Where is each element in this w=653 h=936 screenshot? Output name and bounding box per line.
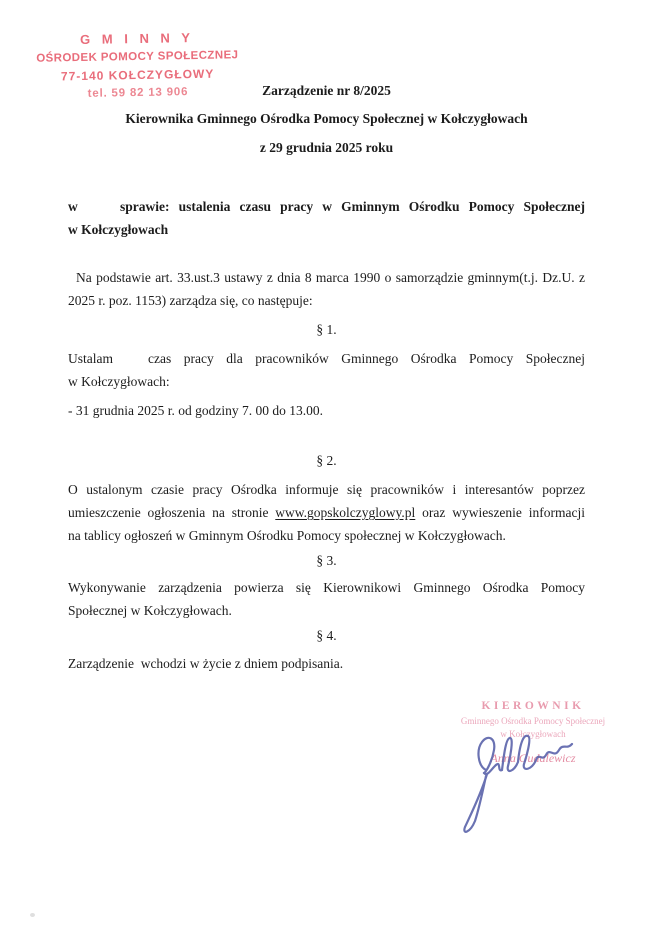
legal-basis-paragraph [68,266,585,312]
section-1-paragraph [68,347,585,393]
section-1-text: czas pracy dla pracowników Gminnego Ośrodka Pomocy Społecznej [148,351,585,366]
section-2-line-2 [68,501,585,524]
section-2-mark: § 2. [316,453,337,468]
section-2-line-2-before: umieszczenie ogłoszenia na stronie [68,505,269,520]
stamp-role-title: KIEROWNIK [481,700,585,712]
document-title: Zarządzenie nr 8/2025 [262,83,391,98]
stamp-phone: tel. 59 82 13 906 [87,86,189,100]
section-2-line-3: na tablicy ogłoszeń w Gminnym Ośrodku Pomocy społecznej w Kołczygłowach. [68,528,506,543]
document-date: z 29 grudnia 2025 roku [259,140,394,155]
section-2-line-2-after: oraz wywieszenie informacji [422,505,585,520]
subject-line-2: w Kołczygłowach [68,222,169,237]
subject-label: w [68,199,78,214]
section-1-list-item: - 31 grudnia 2025 r. od godziny 7. 00 do 13.00. [68,403,323,418]
subject-paragraph [68,195,585,241]
stamp-address: 77-140 KOŁCZYGŁOWY [60,66,215,84]
section-3-line-1: Wykonywanie zarządzenia powierza się Kierownikowi Gminnego Ośrodka Pomocy [68,580,585,595]
section-4-mark: § 4. [316,628,337,643]
section-1-line-2: w Kołczygłowach: [68,374,170,389]
legal-basis-line-2: 2025 r. poz. 1153) zarządza się, co następuje: [68,293,313,308]
section-4-paragraph: Zarządzenie wchodzi w życie z dniem podpisania. [68,656,344,671]
section-1-lead: Ustalam [68,351,113,366]
handwritten-signature [440,700,610,845]
section-2-paragraph [68,478,585,547]
stamp-org-name: G M I N N Y [79,30,195,47]
website-url: www.gopskolczyglowy.pl [275,505,416,520]
section-1-line-1 [68,347,585,370]
section-3-mark: § 3. [316,553,337,568]
document-subtitle: Kierownika Gminnego Ośrodka Pomocy Społecznej w Kołczygłowach [125,111,528,126]
stamp-signer-name: Anna Gudalewicz [490,751,576,765]
section-3-line-2: Społecznej w Kołczygłowach. [68,603,232,618]
section-2-line-1: O ustalonym czasie pracy Ośrodka informuje się pracowników i interesantów poprzez [68,482,585,497]
scan-artifact-dot [30,913,35,917]
stamp-location-line: w Kołczygłowach [500,729,566,739]
subject-line-1 [68,195,585,218]
legal-basis-line-1: Na podstawie art. 33.ust.3 ustawy z dnia 8 marca 1990 o samorządzie gminnym(t.j. Dz.U. z [76,270,585,285]
stamp-org-line: Gminnego Ośrodka Pomocy Społecznej [460,716,606,726]
section-1-mark: § 1. [316,322,337,337]
stamp-org-type: OŚRODEK POMOCY SPOŁECZNEJ [36,49,239,65]
office-stamp-top [34,28,240,104]
section-3-paragraph [68,576,585,622]
subject-text: sprawie: ustalenia czasu pracy w Gminnym Ośrodku Pomocy Społecznej [120,199,585,214]
